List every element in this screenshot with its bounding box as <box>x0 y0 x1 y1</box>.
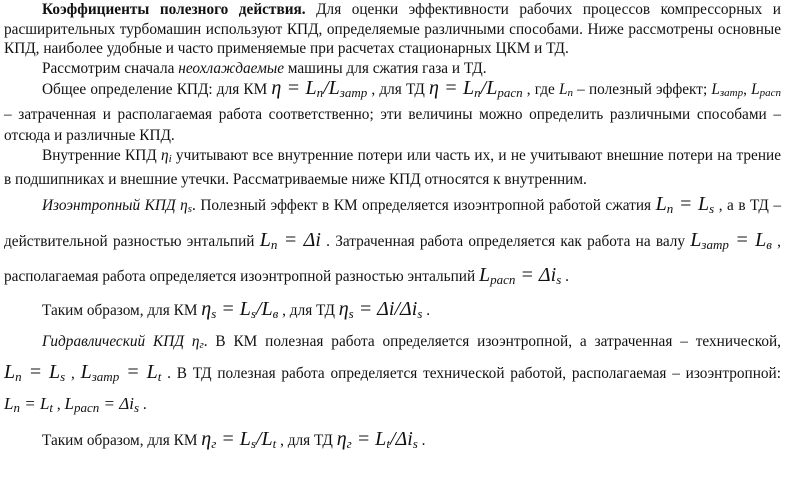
formula-part: = Δi <box>277 229 321 251</box>
variable-symbol: η <box>180 197 188 214</box>
paragraph-text: , <box>743 81 752 98</box>
formula-subscript: п <box>474 85 481 100</box>
formula-part: = L <box>119 361 158 383</box>
formula-part: η <box>201 428 212 450</box>
emphasis-text <box>42 333 204 350</box>
variable-subscript: г <box>199 339 204 351</box>
formula-part: /L <box>323 77 340 99</box>
variable-subscript: п <box>567 87 573 99</box>
formula-subscript: затр <box>339 85 368 100</box>
formula-part: L <box>4 394 14 413</box>
formula-subscript: s <box>412 436 418 451</box>
formula-spent-work <box>690 229 772 251</box>
formula-hydraulic-turbine <box>337 428 418 450</box>
formula-part: η <box>336 428 347 450</box>
paragraph-hydraulic-efficiency <box>4 328 781 421</box>
formula-subscript: затр <box>701 237 729 252</box>
formula-part: = Δi/Δi <box>353 298 418 320</box>
formula-subscript: s <box>250 306 256 321</box>
paragraph-text: Таким образом, для КМ <box>42 432 202 449</box>
variable-symbol: η <box>191 333 200 350</box>
emphasis-text <box>42 197 192 214</box>
formula-hydraulic-compressor <box>201 428 276 450</box>
formula-efficiency-compressor <box>271 77 367 99</box>
emphasis-part: Гидравлический КПД <box>42 333 192 350</box>
formula-efficiency-turbine <box>429 77 523 99</box>
formula-useful-work-compressor <box>656 193 715 215</box>
paragraph-text: , где <box>522 81 559 98</box>
formula-part: η <box>201 298 212 320</box>
variable <box>711 81 743 98</box>
formula-part: = Δi <box>99 394 134 413</box>
formula-part: = L <box>216 428 251 450</box>
formula-part: η = L <box>271 77 317 99</box>
formula-part: /L <box>255 428 273 450</box>
formula-subscript: п <box>666 201 674 216</box>
formula-part: = L <box>19 394 50 413</box>
emphasis-part: Изоэнтропный КПД <box>42 197 181 214</box>
emphasis-text: неохлаждаемые <box>178 59 284 77</box>
paragraph-text: . Затраченная работа определяется как работа на валу <box>320 233 691 250</box>
formula-part: L <box>655 193 667 215</box>
formula-part: = L <box>673 193 710 215</box>
formula-subscript: t <box>49 400 54 415</box>
formula-subscript: t <box>157 369 162 384</box>
variable <box>161 147 172 164</box>
paragraph-text: . <box>561 268 569 285</box>
formula-part: = Δi <box>515 264 557 286</box>
paragraph-general-definition <box>4 78 781 146</box>
formula-subscript: в <box>272 306 279 321</box>
formula-subscript: s <box>556 272 562 287</box>
formula-part: L <box>80 361 92 383</box>
formula-part: L <box>690 229 702 251</box>
formula-isentropic-compressor <box>201 298 278 320</box>
formula-subscript: s <box>348 306 354 321</box>
paragraph-text: , для ТД <box>278 302 339 319</box>
formula-part: = L <box>351 428 387 450</box>
variable-subscript: расп <box>759 87 782 99</box>
formula-hydraulic-turbine-available <box>65 394 140 413</box>
formula-subscript: расп <box>73 400 100 415</box>
formula-part: L <box>64 394 74 413</box>
formula-part: = L <box>21 361 61 383</box>
variable-symbol: L <box>711 81 720 98</box>
paragraph-text: , <box>65 365 81 382</box>
paragraph-text: . В ТД полезная работа определяется технической работой, располагаемая – изоэнтропной: <box>161 365 781 382</box>
formula-part: /Δi <box>389 428 413 450</box>
variable-subscript: s <box>187 203 192 215</box>
paragraph-text: Внутренние КПД <box>42 147 161 164</box>
paragraph-isentropic-result <box>4 295 781 328</box>
formula-part: = L <box>216 298 251 320</box>
paragraph-text: – затраченная и располагаемая работа соответственно; эти величины можно определить различными способами – отсюда и различные КПД. <box>4 106 781 144</box>
formula-useful-work-turbine <box>260 229 321 251</box>
variable <box>751 81 781 98</box>
formula-subscript: г <box>346 436 352 451</box>
formula-part: = L <box>728 229 767 251</box>
formula-subscript: s <box>250 436 256 451</box>
paragraph-text: , <box>53 396 65 413</box>
variable <box>559 81 573 98</box>
formula-part: L <box>479 264 491 286</box>
variable-symbol: L <box>558 81 568 98</box>
formula-subscript: t <box>386 436 390 451</box>
formula-subscript: расп <box>490 272 516 287</box>
paragraph-text: учитывают все внутренние потери или часть их, и не учитывают внешние потери на трение в подшипниках и внешние утечки. Рассматриваемые ниже КПД относятся к внутренним. <box>4 147 781 188</box>
formula-hydraulic-spent <box>81 361 162 383</box>
paragraph-text: Общее определение КПД: для КМ <box>42 81 272 98</box>
formula-part: /L <box>255 298 273 320</box>
variable-symbol: η <box>160 147 169 164</box>
paragraph-text: , располагаемая работа определяется изоэнтропной разностью энтальпий <box>4 233 781 285</box>
paragraph-text: , для ТД <box>276 432 337 449</box>
paragraph-isentropic-efficiency <box>4 189 781 295</box>
formula-subscript: затр <box>91 369 120 384</box>
formula-subscript: п <box>316 85 324 100</box>
formula-subscript: t <box>272 436 277 451</box>
paragraph-text: – полезный эффект; <box>573 81 712 98</box>
formula-subscript: п <box>13 400 20 415</box>
formula-part: L <box>4 361 16 383</box>
formula-part: η <box>338 298 349 320</box>
paragraph-text: Для оценки эффективности рабочих процессов компрессорных и расширительных турбомашин используют КПД, определяемые различными способами. Ниже рассмотрены основные КПД, наиболее удобные и часто применяемые при расчетах стационарных ЦКМ и ТД. <box>4 1 781 57</box>
paragraph-text: Таким образом, для КМ <box>42 302 202 319</box>
paragraph-internal-efficiency <box>4 146 781 189</box>
formula-hydraulic-turbine-useful <box>4 394 53 413</box>
formula-subscript: s <box>709 201 715 216</box>
paragraph-efficiency-intro <box>4 0 781 59</box>
paragraph-text: , а в ТД – действительной разностью энтальпий <box>4 197 782 250</box>
formula-subscript: s <box>211 306 217 321</box>
formula-subscript: s <box>133 400 140 415</box>
formula-available-work <box>479 264 561 286</box>
paragraph-text: . Полезный эффект в КМ определяется изоэнтропной работой сжатия <box>192 197 656 214</box>
paragraph-text: Рассмотрим сначала <box>42 59 179 77</box>
formula-part: η = L <box>428 77 475 99</box>
formula-isentropic-turbine <box>339 298 423 320</box>
paragraph-text: , для ТД <box>367 81 429 98</box>
variable-symbol: L <box>751 81 760 98</box>
formula-subscript: п <box>15 369 22 384</box>
formula-subscript: п <box>270 237 278 252</box>
formula-subscript: s <box>60 369 66 384</box>
paragraph-text: машины для сжатия газа и ТД. <box>283 59 487 77</box>
paragraph-hydraulic-result <box>4 425 781 458</box>
variable-subscript: i <box>168 153 172 165</box>
formula-part: L <box>259 229 271 251</box>
paragraph-text: . <box>422 302 431 319</box>
formula-subscript: расп <box>497 85 523 100</box>
paragraph-text: . <box>139 396 147 413</box>
formula-subscript: s <box>417 306 423 321</box>
paragraph-text: . В КМ полезная работа определяется изоэнтропной, а затраченная – технической, <box>203 333 782 350</box>
formula-subscript: в <box>766 237 772 252</box>
section-heading: Коэффициенты полезного действия. <box>42 1 306 18</box>
variable-subscript: затр <box>719 87 744 99</box>
formula-part: /L <box>480 77 498 99</box>
formula-subscript: г <box>211 436 217 451</box>
formula-hydraulic-useful <box>4 361 65 383</box>
paragraph-uncooled <box>4 59 781 79</box>
paragraph-text: . <box>417 432 426 449</box>
